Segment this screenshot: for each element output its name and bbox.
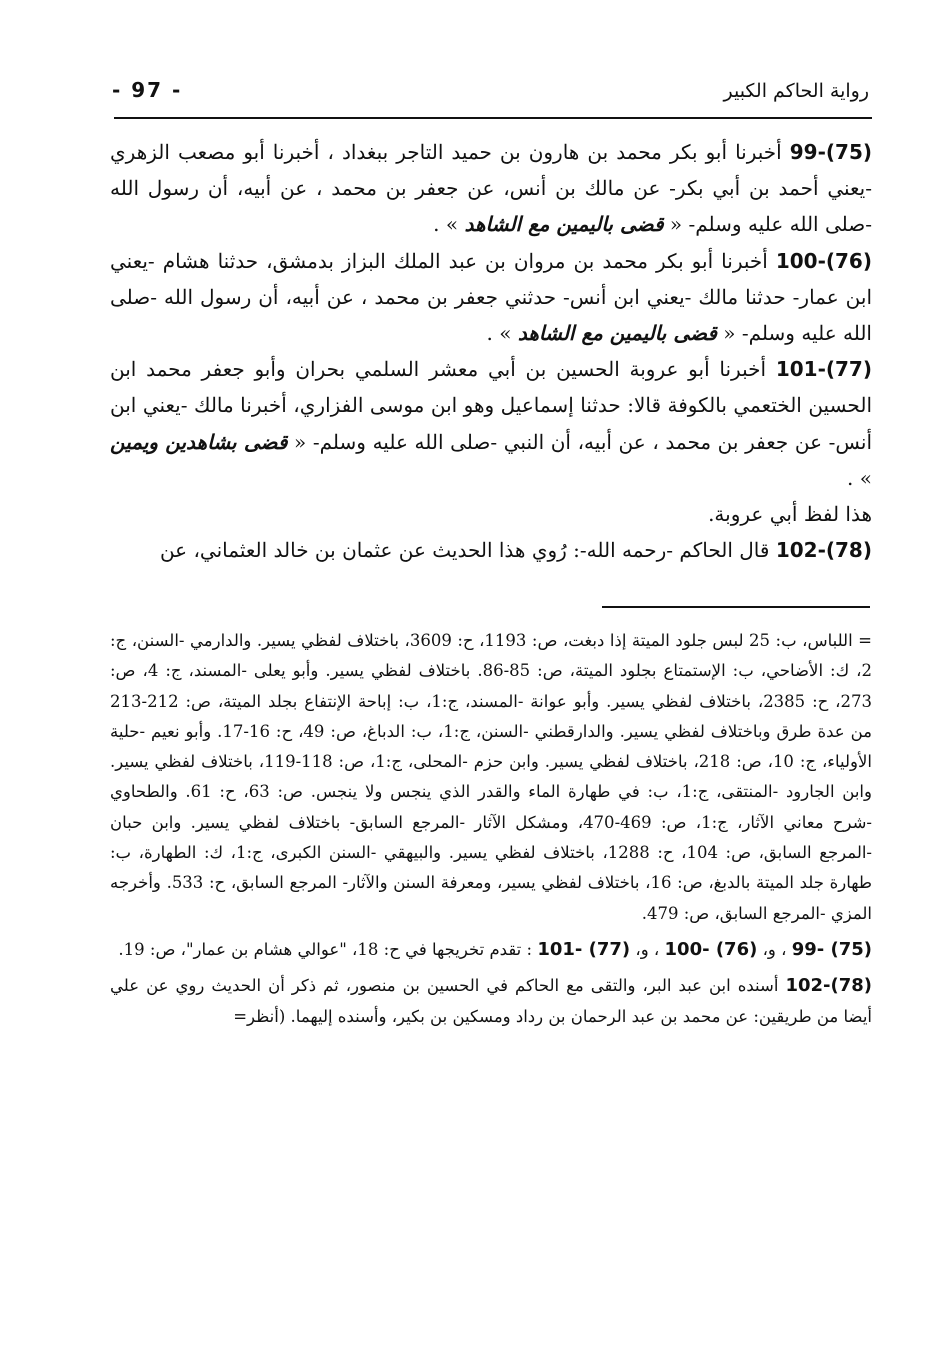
hadith-number: 99-(75) [789,140,872,164]
footnote-number: 100- (76) [664,938,758,960]
hadith-number: 100-(76) [775,248,872,273]
header-rule [114,117,872,119]
hadith-101 [110,351,872,496]
running-title: رواية الحاكم الكبير [723,80,869,102]
footnote-99-101 [110,935,872,965]
footnote-text: : تقدم تخريجها في ح: 18، "عوالي هشام بن عمار"، ص: 19. [118,939,533,959]
main-text [110,134,872,568]
footnotes [110,626,872,1032]
hadith-text-end: » . [486,321,512,346]
footnote-continuation: = اللباس، ب: 25 لبس جلود الميتة إذا دبغت، ص: 1193، ح: 3609، باختلاف لفظي يسير. والدارمي -السنن، ج: 2، ك: الأضاحي، ب: الإستمتاع بجلود الميتة، ص: 85-86. باختلاف لفظي يسير. وأبو يعلى -المسند، ج: 4، ص: 273، ح: 2385، باختلاف لفظي يسير. وأبو عوانة -المسند، ج:1، ب: إباحة الإنتفاع بجلد الميتة، ص: 212-213 من عدة طرق وباختلاف لفظي يسير. والدارقطني -السنن، ج:1، ب: الدباغ، ص: 49، ح: 16-17. وأبو نعيم -حلية الأولياء، ج: 10، ص: 218، باختلاف لفظي يسير. وابن حزم -المحلى، ج:1، ص: 118-119، باختلاف لفظي يسير. وابن الجارود -المنتقى، ج:1، ب: في طهارة الماء والقدر الذي ينجس ولا ينجس. ص: 63، ح: 61. والطحاوي -شرح معاني الآثار، ج:1، ص: 469-470، ومشكل الآثار -المرجع السابق- باختلاف لفظي يسير. وابن حبان -المرجع السابق، ص: 104، ح: 1288، باختلاف لفظي يسير. والبيهقي -السنن الكبرى، ج:1، ك: الطهارة، ب: طهارة جلد الميتة بالدبغ، ص: 16، باختلاف لفظي يسير، ومعرفة السنن والآثار- المرجع السابق، ح: 533. وأخرجه المزي -المرجع السابق، ص: 479. [110,631,873,923]
hadith-matn: قضى بشاهدين ويمين [110,429,288,454]
footnote-separator: ، و، [762,939,787,959]
hadith-number: 102-(78) [775,538,872,563]
footnote-number: 101- (77) [537,938,631,960]
page-number: - 97 - [112,78,183,102]
hadith-text: قال الحاكم -رحمه الله-: رُوي هذا الحديث عن عثمان بن خالد العثماني، عن [159,538,770,563]
hadith-text-end: » . [847,465,872,490]
hadith-text: أخبرنا أبو بكر محمد بن هارون بن حميد التاجر ببغداد ، أخبرنا أبو مصعب الزهري -يعني أحمد بن أبي بكر- عن مالك بن أنس، عن جعفر بن محمد ، عن أبيه، أن رسول الله -صلى الله عليه وسلم- « [110,140,872,237]
footnote-number: 102-(78) [785,975,872,997]
footnote-text: أسنده ابن عبد البر، والتقى مع الحاكم في الحسين بن منصور، ثم ذكر أن الحديث روي عن علي أيضا من طريقين: عن محمد بن عبد الرحمان بن رداد ومسكين بن بكير، وأسنده إليهما. (أنظر= [110,976,872,1026]
footnote-separator: ، و، [635,939,660,959]
page-header [112,78,869,112]
footnote-number: 99- (75) [791,938,872,960]
footnote-102 [110,971,872,1032]
hadith-number: 101-(77) [775,357,872,382]
hadith-99 [110,134,872,243]
wording-note: هذا لفظ أبي عروبة. [708,502,872,527]
hadith-text: أخبرنا أبو عروبة الحسين بن أبي معشر السلمي بحران وأبو جعفر محمد ابن الحسين الختعمي بالكوفة قالا: حدثنا إسماعيل وهو ابن موسى الفزاري، أخبرنا مالك -يعني ابن أنس- عن جعفر بن محمد ، عن أبيه، أن النبي -صلى الله عليه وسلم- « [110,357,872,454]
hadith-text: أخبرنا أبو بكر محمد بن مروان بن عبد الملك البزاز بدمشق، حدثنا هشام -يعني ابن عمار- حدثنا مالك -يعني ابن أنس- حدثني جعفر بن محمد ، عن أبيه، أن رسول الله -صلى الله عليه وسلم- « [110,248,872,346]
hadith-102 [110,532,872,568]
hadith-matn: قضى باليمين مع الشاهد [517,321,717,346]
hadith-text-end: » . [433,212,459,237]
hadith-matn: قضى باليمين مع الشاهد [464,212,664,237]
hadith-100 [110,243,872,352]
footnote-divider [602,606,870,608]
